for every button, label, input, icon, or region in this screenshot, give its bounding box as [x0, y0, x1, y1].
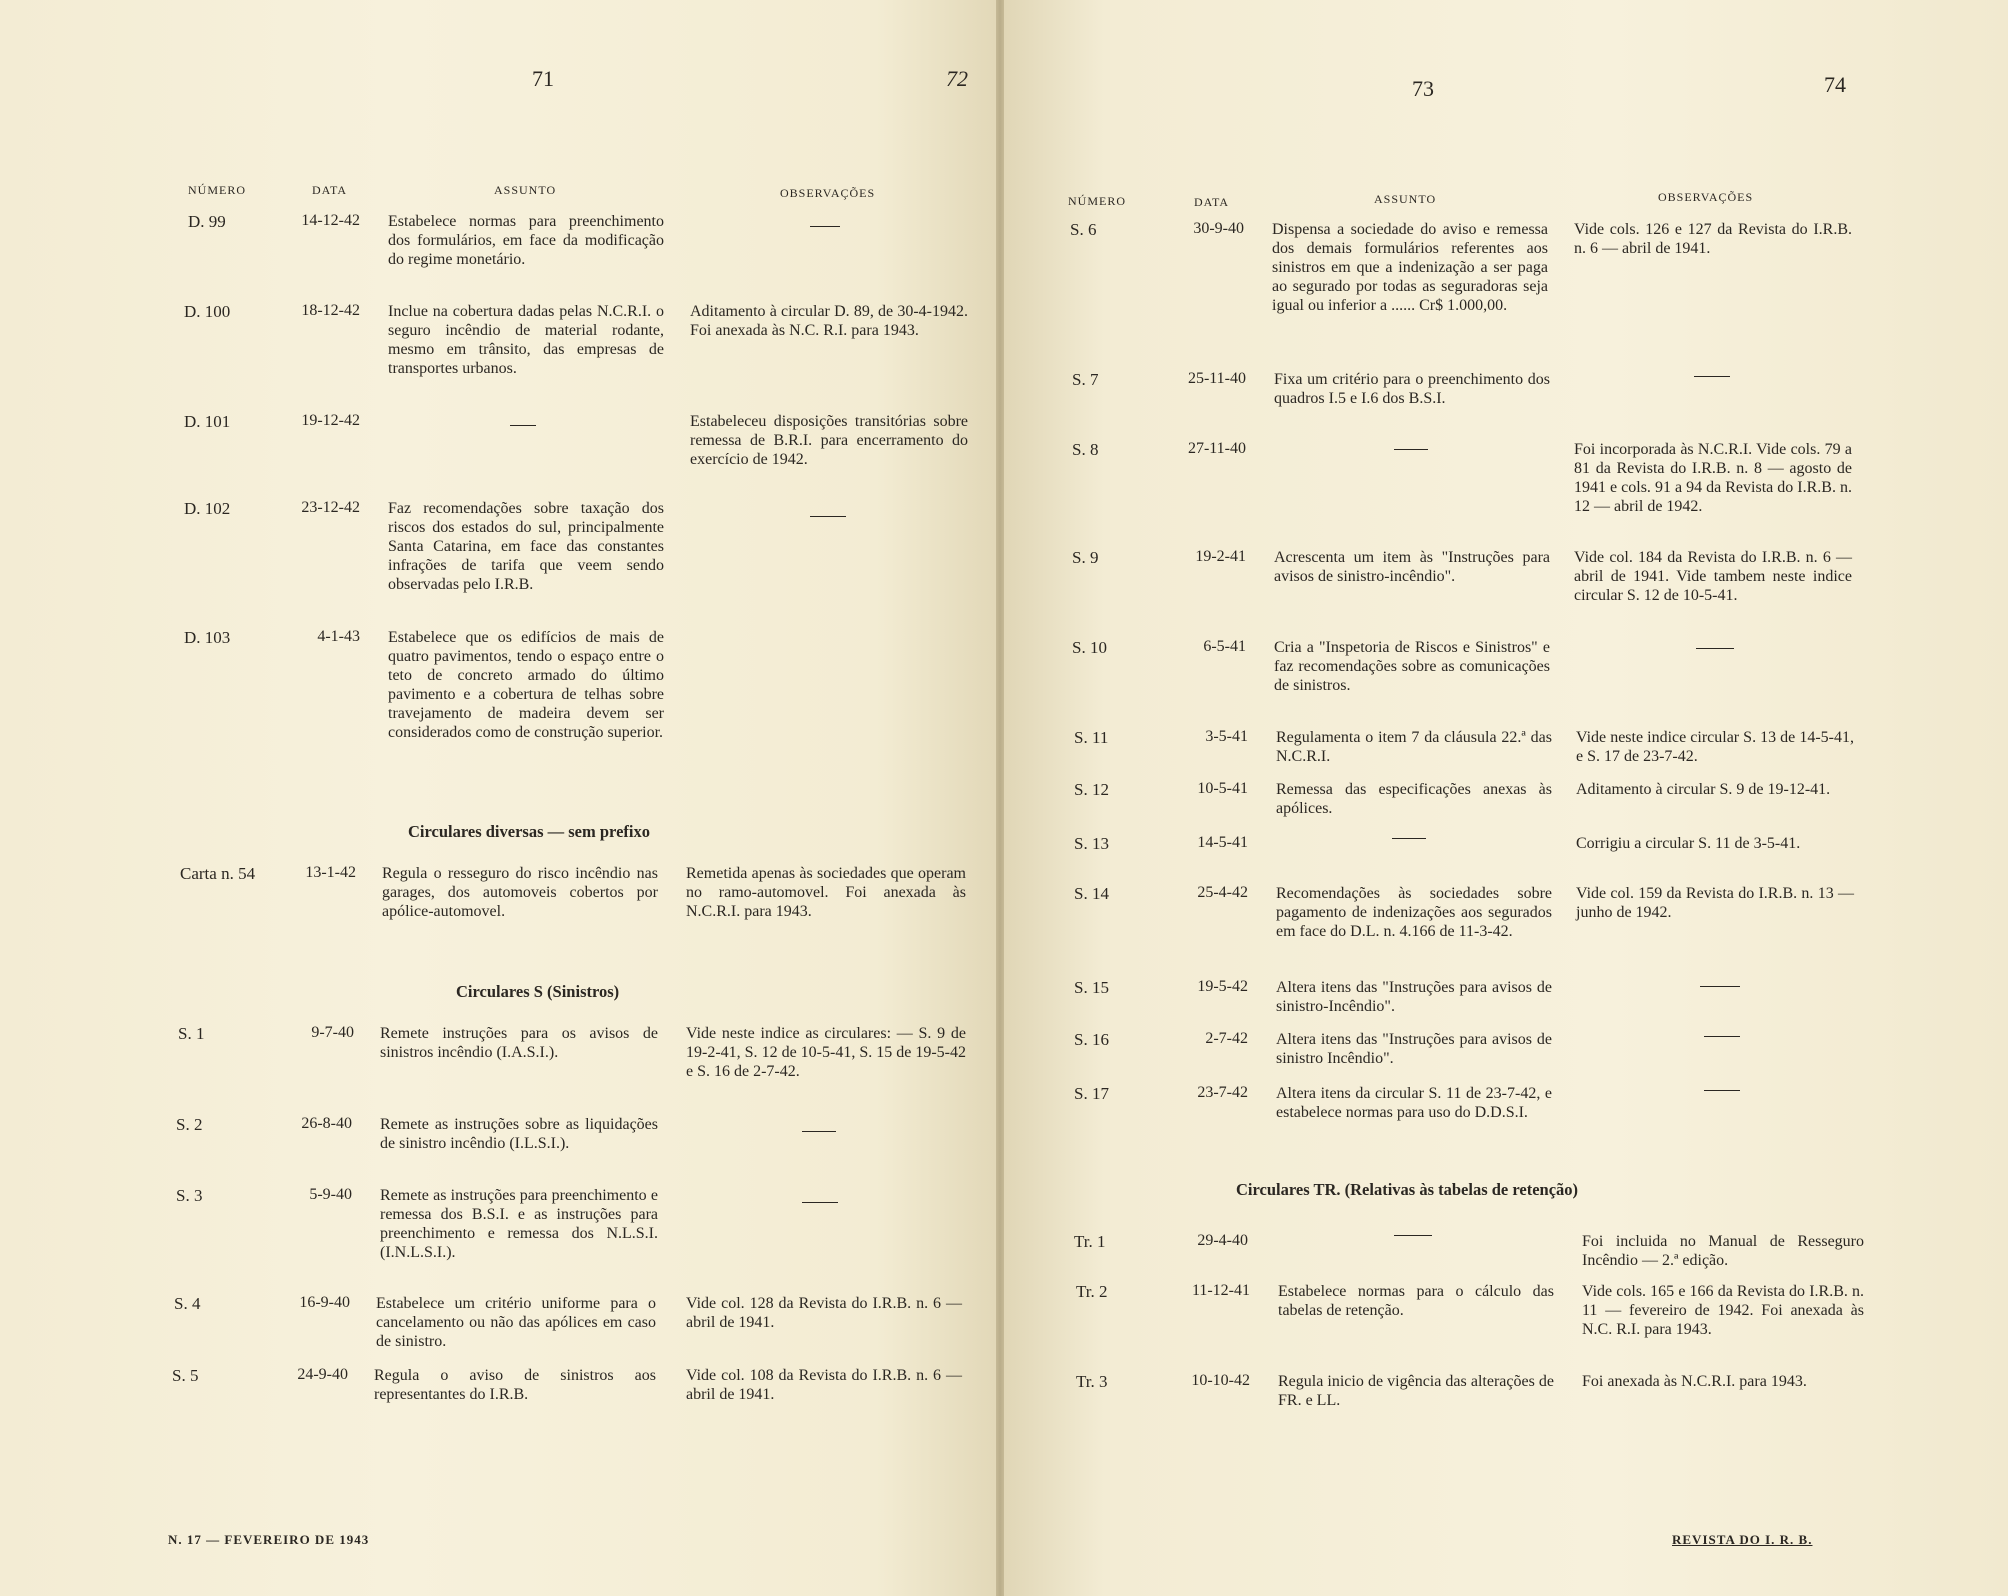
entry-subject: Recomendações às sociedades sobre pagamento de indenizações aos segurados em face do D.L. n. 4.166 de 11-3-42.: [1276, 885, 1552, 940]
entry-number: S. 12: [1074, 780, 1109, 799]
empty-dash: [1704, 1036, 1740, 1037]
empty-dash: [802, 1202, 838, 1203]
left-page: [0, 0, 996, 1596]
entry-date: 30-9-40: [1193, 220, 1244, 237]
entry-date: 3-5-41: [1205, 728, 1248, 745]
entry-observation: Estabeleceu disposições transitórias sobre remessa de B.R.I. para encerramento do exercício de 1942.: [690, 413, 968, 468]
entry-number: S. 15: [1074, 978, 1109, 997]
column-header-numero: NÚMERO: [1068, 194, 1127, 208]
entry-number: D. 100: [184, 302, 231, 321]
entry-date: 25-4-42: [1197, 884, 1248, 901]
section-title: Circulares diversas — sem prefixo: [408, 822, 650, 841]
page-footer: N. 17 — FEVEREIRO DE 1943: [168, 1532, 370, 1547]
entry-observation: Vide col. 128 da Revista do I.R.B. n. 6 — abril de 1941.: [686, 1295, 962, 1331]
entry-date: 13-1-42: [305, 864, 356, 881]
entry-number: D. 103: [184, 628, 231, 647]
entry-subject: Estabelece normas para o cálculo das tabelas de retenção.: [1278, 1283, 1554, 1319]
entry-date: 18-12-42: [301, 302, 360, 319]
section-title: Circulares S (Sinistros): [456, 982, 620, 1001]
entry-subject: Regula o aviso de sinistros aos representantes do I.R.B.: [374, 1367, 656, 1403]
entry-observation: Corrigiu a circular S. 11 de 3-5-41.: [1576, 835, 1801, 852]
entry-subject: Remete as instruções para preenchimento e remessa dos B.S.I. e as instruções para preenchimento e remessa dos N.L.S.I. (I.N.L.S.I.).: [380, 1187, 658, 1261]
entry-number: S. 8: [1072, 440, 1099, 459]
entry-date: 26-8-40: [301, 1115, 352, 1132]
page-footer: REVISTA DO I. R. B.: [1672, 1532, 1813, 1547]
entry-date: 23-7-42: [1197, 1084, 1248, 1101]
page-number: 74: [1824, 72, 1846, 97]
entry-observation: Vide col. 184 da Revista do I.R.B. n. 6 — abril de 1941. Vide tambem neste indice circular S. 12 de 10-5-41.: [1574, 549, 1852, 604]
empty-dash: [1700, 986, 1740, 987]
entry-number: S. 9: [1072, 548, 1099, 567]
empty-dash: [1392, 838, 1426, 839]
entry-number: D. 101: [184, 412, 231, 431]
empty-dash: [1694, 376, 1730, 377]
entry-date: 25-11-40: [1187, 370, 1246, 387]
entry-number: S. 13: [1074, 834, 1109, 853]
empty-dash: [810, 226, 840, 227]
entry-subject: Dispensa a sociedade do aviso e remessa dos demais formulários referentes aos sinistros em que a indenização a ser paga ao segurado por todas as seguradoras seja igual ou inferior a ...... Cr$ 1.000,00.: [1272, 221, 1548, 314]
entry-date: 27-11-40: [1187, 440, 1246, 457]
entry-number: Tr. 1: [1074, 1232, 1106, 1251]
page-number: 73: [1412, 76, 1434, 101]
entry-subject: Altera itens da circular S. 11 de 23-7-42, e estabelece normas para uso do D.D.S.I.: [1276, 1085, 1552, 1121]
entry-date: 4-1-43: [317, 628, 360, 645]
entry-observation: Vide neste indice circular S. 13 de 14-5-41, e S. 17 de 23-7-42.: [1576, 729, 1854, 765]
entry-number: S. 7: [1072, 370, 1099, 389]
entry-subject: Altera itens das "Instruções para avisos de sinistro Incêndio".: [1276, 1031, 1552, 1067]
section-title: Circulares TR. (Relativas às tabelas de retenção): [1236, 1180, 1579, 1199]
entry-date: 14-5-41: [1197, 834, 1248, 851]
column-header-numero: NÚMERO: [188, 183, 247, 197]
column-header-data: DATA: [312, 183, 348, 197]
empty-dash: [802, 1131, 836, 1132]
entry-date: 23-12-42: [301, 499, 360, 516]
entry-subject: Estabelece que os edifícios de mais de quatro pavimentos, tendo o espaço entre o teto de concreto armado do último pavimento e a cobertura de telhas sobre travejamento de madeira devem ser considerados como de construção superior.: [388, 629, 664, 741]
entry-number: S. 2: [176, 1115, 203, 1134]
entry-number: S. 4: [174, 1294, 201, 1313]
entry-observation: Foi incluida no Manual de Resseguro Incêndio — 2.ª edição.: [1582, 1233, 1864, 1269]
entry-subject: Acrescenta um item às "Instruções para avisos de sinistro-incêndio".: [1274, 549, 1550, 585]
entry-number: S. 16: [1074, 1030, 1109, 1049]
entry-number: S. 10: [1072, 638, 1107, 657]
entry-date: 10-10-42: [1191, 1372, 1250, 1389]
entry-number: S. 6: [1070, 220, 1097, 239]
entry-number: Tr. 2: [1076, 1282, 1108, 1301]
entry-subject: Regulamenta o item 7 da cláusula 22.ª das N.C.R.I.: [1276, 729, 1552, 765]
entry-number: S. 5: [172, 1366, 199, 1385]
entry-number: S. 1: [178, 1024, 205, 1043]
entry-observation: Vide cols. 165 e 166 da Revista do I.R.B. n. 11 — fevereiro de 1942. Foi anexada às N.C. R.I. para 1943.: [1582, 1283, 1864, 1338]
entry-subject: Remete as instruções sobre as liquidações de sinistro incêndio (I.L.S.I.).: [380, 1116, 658, 1152]
entry-number: Tr. 3: [1076, 1372, 1108, 1391]
entry-subject: Inclue na cobertura dadas pelas N.C.R.I. o seguro incêndio de material rodante, mesmo em trânsito, das empresas de transportes urbanos.: [388, 303, 664, 377]
empty-dash: [1704, 1090, 1740, 1091]
entry-observation: Foi incorporada às N.C.R.I. Vide cols. 79 a 81 da Revista do I.R.B. n. 8 — agosto de 1941 e cols. 91 a 94 da Revista do I.R.B. n. 12 — abril de 1942.: [1574, 441, 1852, 515]
column-header-data: DATA: [1194, 195, 1230, 209]
entry-date: 19-12-42: [301, 412, 360, 429]
entry-date: 6-5-41: [1203, 638, 1246, 655]
column-header-assunto: ASSUNTO: [1374, 192, 1437, 206]
entry-subject: Altera itens das "Instruções para avisos de sinistro-Incêndio".: [1276, 979, 1552, 1015]
empty-dash: [1394, 449, 1428, 450]
entry-date: 9-7-40: [311, 1024, 354, 1041]
column-header-assunto: ASSUNTO: [494, 183, 557, 197]
entry-number: S. 3: [176, 1186, 203, 1205]
entry-number: D. 102: [184, 499, 231, 518]
entry-subject: Regula o resseguro do risco incêndio nas garages, dos automoveis cobertos por apólice-automovel.: [382, 865, 658, 920]
entry-date: 14-12-42: [301, 212, 360, 229]
empty-dash: [810, 516, 846, 517]
entry-number: S. 17: [1074, 1084, 1109, 1103]
empty-dash: [510, 425, 536, 426]
entry-date: 29-4-40: [1197, 1232, 1248, 1249]
entry-date: 24-9-40: [297, 1366, 348, 1383]
entry-observation: Vide neste indice as circulares: — S. 9 de 19-2-41, S. 12 de 10-5-41, S. 15 de 19-5-42 e S. 16 de 2-7-42.: [686, 1025, 966, 1080]
entry-observation: Remetida apenas às sociedades que operam no ramo-automovel. Foi anexada às N.C.R.I. para 1943.: [686, 865, 966, 920]
entry-observation: Vide cols. 126 e 127 da Revista do I.R.B. n. 6 — abril de 1941.: [1574, 221, 1852, 257]
entry-subject: Faz recomendações sobre taxação dos riscos dos estados do sul, principalmente Santa Catarina, em face das constantes infrações de tarifa que veem sendo observadas pelo I.R.B.: [388, 500, 664, 593]
entry-subject: Estabelece um critério uniforme para o cancelamento ou não das apólices em caso de sinistro.: [376, 1295, 656, 1350]
column-header-observacoes: OBSERVAÇÕES: [780, 186, 876, 200]
entry-subject: Cria a "Inspetoria de Riscos e Sinistros" e faz recomendações sobre as comunicações de sinistros.: [1274, 639, 1550, 694]
entry-date: 16-9-40: [299, 1294, 350, 1311]
page-number: 71: [532, 66, 554, 91]
entry-observation: Vide col. 159 da Revista do I.R.B. n. 13 — junho de 1942.: [1576, 885, 1854, 921]
entry-number: D. 99: [188, 212, 226, 231]
entry-number: S. 11: [1074, 728, 1109, 747]
entry-subject: Estabelece normas para preenchimento dos formulários, em face da modificação do regime monetário.: [388, 213, 664, 268]
entry-date: 2-7-42: [1205, 1030, 1248, 1047]
entry-subject: Fixa um critério para o preenchimento dos quadros I.5 e I.6 dos B.S.I.: [1274, 371, 1550, 407]
page-number: 72: [946, 66, 968, 91]
entry-subject: Remete instruções para os avisos de sinistros incêndio (I.A.S.I.).: [380, 1025, 658, 1061]
empty-dash: [1696, 648, 1734, 649]
entry-date: 11-12-41: [1191, 1282, 1250, 1299]
column-header-observacoes: OBSERVAÇÕES: [1658, 190, 1754, 204]
entry-date: 19-5-42: [1197, 978, 1248, 995]
entry-date: 19-2-41: [1195, 548, 1246, 565]
entry-number: Carta n. 54: [180, 864, 256, 883]
entry-observation: Aditamento à circular D. 89, de 30-4-1942. Foi anexada às N.C. R.I. para 1943.: [690, 303, 968, 339]
entry-observation: Aditamento à circular S. 9 de 19-12-41.: [1576, 781, 1831, 798]
entry-observation: Vide col. 108 da Revista do I.R.B. n. 6 — abril de 1941.: [686, 1367, 962, 1403]
entry-date: 5-9-40: [309, 1186, 352, 1203]
entry-subject: Remessa das especificações anexas às apólices.: [1276, 781, 1552, 817]
entry-observation: Foi anexada às N.C.R.I. para 1943.: [1582, 1373, 1807, 1390]
right-page: [1004, 0, 2008, 1596]
entry-number: S. 14: [1074, 884, 1109, 903]
empty-dash: [1394, 1235, 1432, 1236]
entry-subject: Regula inicio de vigência das alterações de FR. e LL.: [1278, 1373, 1554, 1409]
entry-date: 10-5-41: [1197, 780, 1248, 797]
